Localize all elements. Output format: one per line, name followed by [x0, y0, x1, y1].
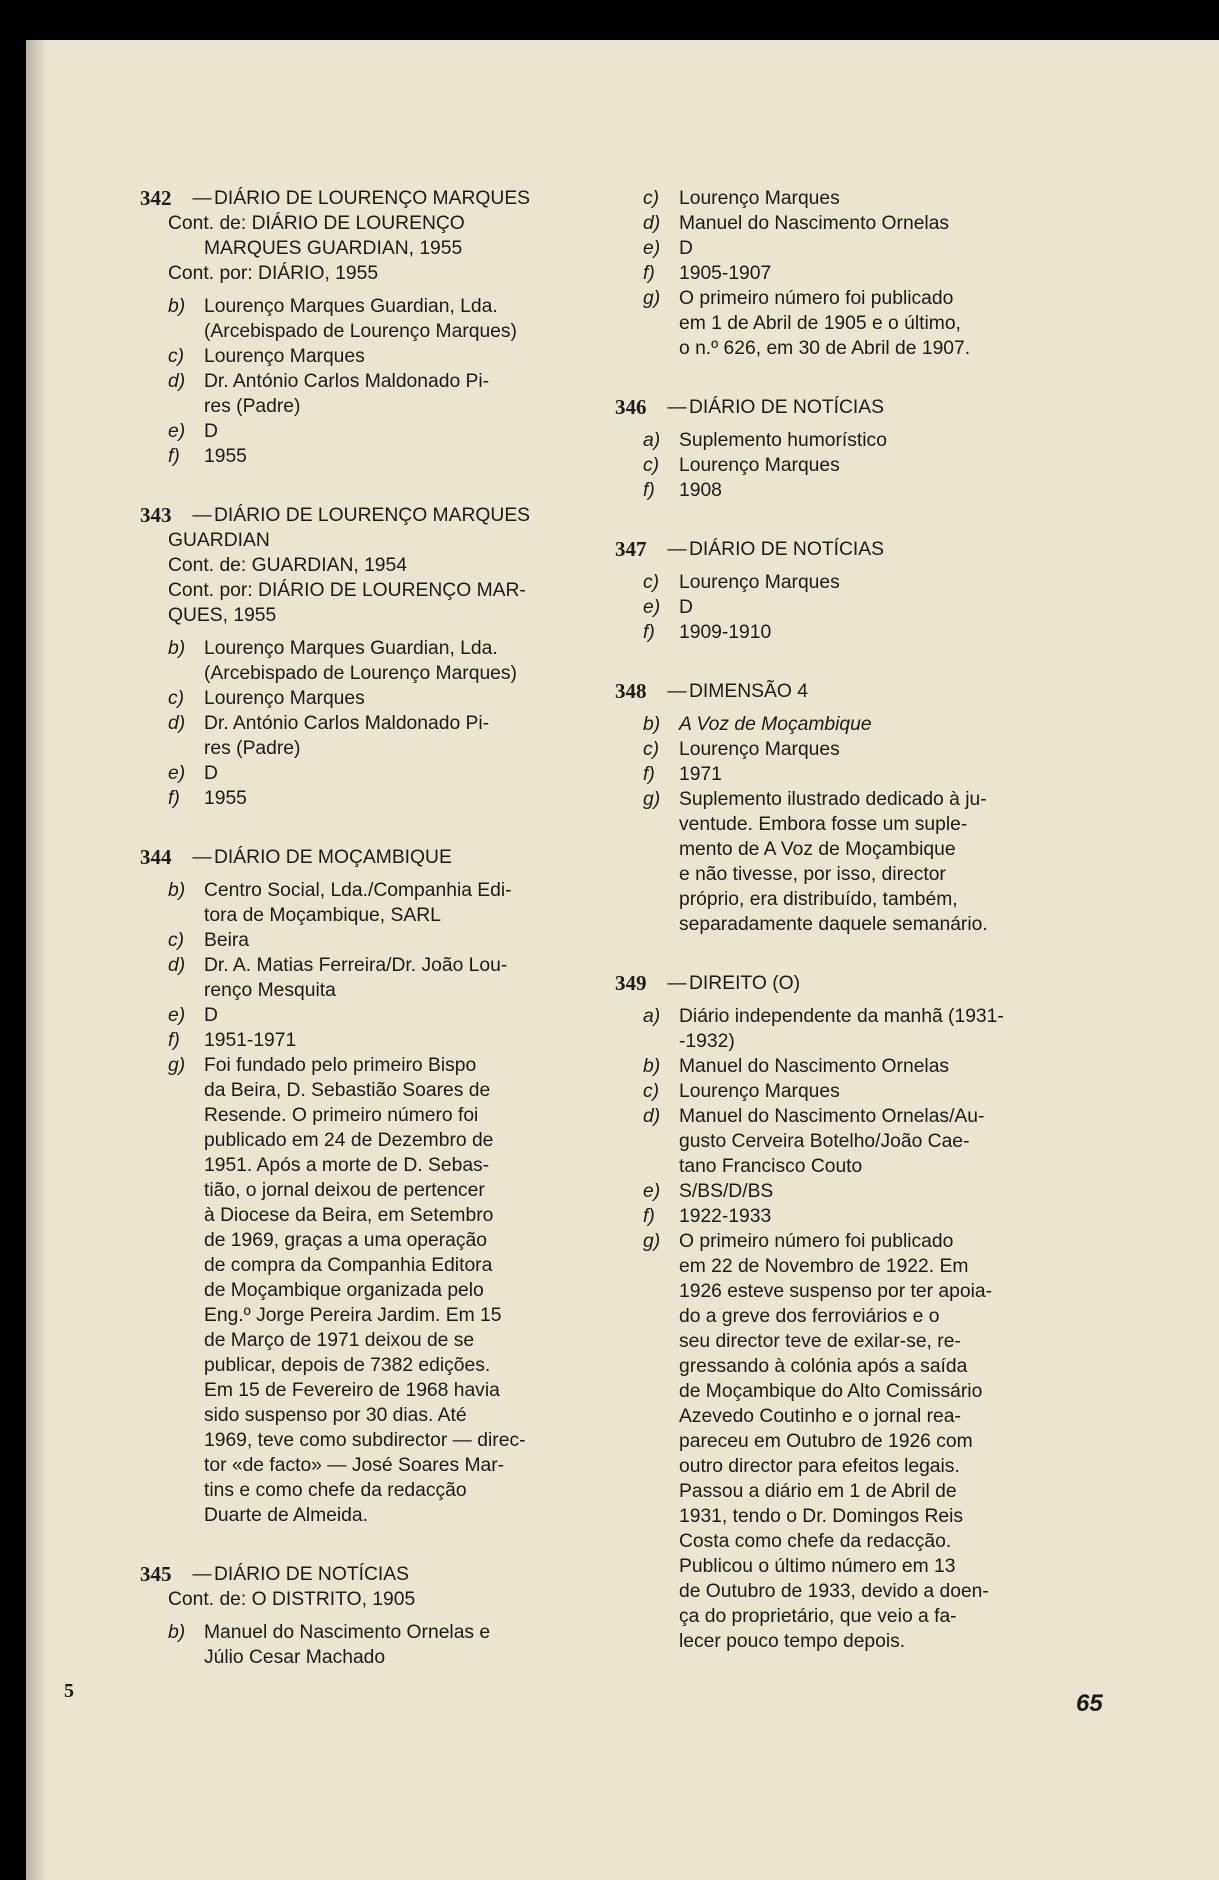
spacer: [168, 1612, 550, 1620]
field-label: d): [643, 213, 661, 234]
entry-number: 343: [140, 503, 172, 527]
entry-title: DIÁRIO DE LOURENÇO MARQUES: [214, 505, 531, 526]
field-text: 1908: [679, 480, 722, 501]
left-folio-mark: 5: [64, 1680, 74, 1702]
field-label: f): [168, 446, 180, 467]
entry-text-line: [204, 736, 550, 761]
field-text: e não tivesse, por isso, director: [679, 864, 946, 885]
entry-text-line: [204, 1353, 550, 1378]
field-label: b): [168, 880, 186, 901]
field-text: Cont. por: DIÁRIO DE LOURENÇO MAR-: [168, 580, 526, 601]
field-text: de 1969, graças a uma operação: [204, 1230, 487, 1251]
field-text: Em 15 de Fevereiro de 1968 havia: [204, 1380, 500, 1401]
field-text: 1951-1971: [204, 1030, 297, 1051]
field-text: de Moçambique do Alto Comissário: [679, 1381, 983, 1402]
field-text: tora de Moçambique, SARL: [204, 905, 441, 926]
entry-text-line: [204, 1428, 550, 1453]
entry-text-line: [679, 1554, 1117, 1579]
field-text: D: [679, 238, 693, 259]
field-text: próprio, era distribuído, também,: [679, 889, 958, 910]
entry-heading: [140, 503, 550, 528]
field-text: do a greve dos ferroviários e o: [679, 1306, 940, 1327]
entry-heading: [615, 395, 1117, 420]
field-text: GUARDIAN: [168, 530, 270, 551]
field-text: -1932): [679, 1031, 735, 1052]
entry-text-line: [168, 528, 550, 553]
field-label: c): [643, 739, 660, 760]
field-label: f): [168, 788, 180, 809]
entry-text-line: [204, 1328, 550, 1353]
field-label: f): [643, 263, 655, 284]
field-label: b): [168, 638, 186, 659]
entry-fields: [168, 528, 550, 811]
entry-text-line: [679, 1154, 1117, 1179]
field-label: g): [168, 1055, 186, 1076]
field-text: D: [679, 597, 693, 618]
field-text: QUES, 1955: [168, 605, 277, 626]
entry-dash: —: [667, 539, 687, 560]
entry-field: [168, 878, 550, 903]
entry-text-line: [679, 1379, 1117, 1404]
field-text: seu director teve de exilar-se, re-: [679, 1331, 961, 1352]
field-text: outro director para efeitos legais.: [679, 1456, 960, 1477]
field-text: Cont. de: DIÁRIO DE LOURENÇO: [168, 213, 465, 234]
catalog-entry: [615, 186, 1117, 361]
field-label: e): [643, 238, 661, 259]
entry-text-line: [679, 1354, 1117, 1379]
field-text: Manuel do Nascimento Ornelas/Au-: [679, 1106, 985, 1127]
page-spine-shadow: [26, 40, 44, 1880]
field-label: c): [643, 188, 660, 209]
field-text: Lourenço Marques Guardian, Lda.: [204, 638, 498, 659]
field-text: 1926 esteve suspenso por ter apoia-: [679, 1281, 992, 1302]
entry-fields: [643, 186, 1117, 361]
spacer: [643, 996, 1117, 1004]
entry-text-line: [679, 1429, 1117, 1454]
entry-text-line: [679, 1504, 1117, 1529]
entry-text-line: [204, 1503, 550, 1528]
entry-title: DIÁRIO DE NOTÍCIAS: [214, 1564, 409, 1585]
entry-dash: —: [667, 973, 687, 994]
spacer: [168, 628, 550, 636]
field-text: pareceu em Outubro de 1926 com: [679, 1431, 973, 1452]
book-page: [26, 40, 1219, 1880]
entry-field: [168, 711, 550, 736]
field-text: MARQUES GUARDIAN, 1955: [204, 238, 463, 259]
entry-title: DIÁRIO DE MOÇAMBIQUE: [214, 847, 452, 868]
entry-number: 342: [140, 186, 172, 210]
entry-text-line: [168, 553, 550, 578]
entry-text-line: [168, 578, 550, 603]
field-text: Lourenço Marques: [679, 739, 840, 760]
spacer: [168, 286, 550, 294]
field-label: c): [643, 572, 660, 593]
field-text: (Arcebispado de Lourenço Marques): [204, 321, 517, 342]
right-column: [615, 186, 1117, 1688]
field-label: b): [168, 296, 186, 317]
entry-text-line: [679, 1329, 1117, 1354]
field-label: c): [168, 688, 185, 709]
entry-text-line: [204, 1453, 550, 1478]
field-text: tião, o jornal deixou de pertencer: [204, 1180, 485, 1201]
entry-title: DIREITO (O): [689, 973, 801, 994]
catalog-entry: [140, 186, 550, 469]
field-text: Beira: [204, 930, 250, 951]
entry-text-line: [204, 1228, 550, 1253]
catalog-entry: [140, 1562, 550, 1670]
entry-field: [643, 186, 1117, 211]
entry-field: [643, 1004, 1117, 1029]
entry-field: [168, 761, 550, 786]
field-text: 1971: [679, 764, 722, 785]
entry-text-line: [204, 1203, 550, 1228]
entry-text-line: [204, 1403, 550, 1428]
field-text: Lourenço Marques: [679, 572, 840, 593]
entry-text-line: [679, 1304, 1117, 1329]
left-column: [140, 186, 550, 1704]
field-label: e): [643, 1181, 661, 1202]
field-text: Duarte de Almeida.: [204, 1505, 368, 1526]
entry-field: [643, 428, 1117, 453]
field-text: Eng.º Jorge Pereira Jardim. Em 15: [204, 1305, 502, 1326]
entry-field: [168, 928, 550, 953]
field-text: D: [204, 421, 218, 442]
field-text: O primeiro número foi publicado: [679, 288, 954, 309]
field-text: res (Padre): [204, 738, 301, 759]
entry-fields: [643, 996, 1117, 1654]
entry-text-line: [679, 837, 1117, 862]
entry-text-line: [679, 1479, 1117, 1504]
entry-fields: [168, 211, 550, 469]
field-label: d): [168, 713, 186, 734]
entry-field: [643, 1054, 1117, 1079]
field-text: res (Padre): [204, 396, 301, 417]
field-text: Publicou o último número em 13: [679, 1556, 956, 1577]
field-label: e): [168, 1005, 186, 1026]
entry-field: [643, 787, 1117, 812]
field-text: A Voz de Moçambique: [679, 714, 872, 735]
entry-text-line: [679, 1529, 1117, 1554]
page-number: 65: [1076, 1690, 1103, 1717]
entry-text-line: [168, 261, 550, 286]
field-text: 1909-1910: [679, 622, 772, 643]
field-text: de Março de 1971 deixou de se: [204, 1330, 475, 1351]
field-text: Júlio Cesar Machado: [204, 1647, 386, 1668]
entry-heading: [615, 971, 1117, 996]
field-text: de compra da Companhia Editora: [204, 1255, 493, 1276]
entry-fields: [643, 562, 1117, 645]
entry-field: [168, 953, 550, 978]
field-label: e): [168, 763, 186, 784]
entry-field: [168, 1003, 550, 1028]
field-text: Suplemento ilustrado dedicado à ju-: [679, 789, 987, 810]
spacer: [168, 870, 550, 878]
field-label: f): [643, 1206, 655, 1227]
field-label: b): [168, 1622, 186, 1643]
entry-field: [168, 686, 550, 711]
field-text: O primeiro número foi publicado: [679, 1231, 954, 1252]
field-text: mento de A Voz de Moçambique: [679, 839, 956, 860]
field-text: à Diocese da Beira, em Setembro: [204, 1205, 494, 1226]
field-text: gressando à colónia após a saída: [679, 1356, 968, 1377]
field-label: b): [643, 1056, 661, 1077]
field-label: f): [643, 480, 655, 501]
field-text: tano Francisco Couto: [679, 1156, 863, 1177]
entry-text-line: [204, 319, 550, 344]
entry-title: DIMENSÃO 4: [689, 681, 808, 702]
field-text: separadamente daquele semanário.: [679, 914, 988, 935]
field-text: Diário independente da manhã (1931-: [679, 1006, 1004, 1027]
entry-text-line: [204, 1303, 550, 1328]
entry-field: [643, 737, 1117, 762]
entry-field: [168, 1053, 550, 1078]
field-text: 1955: [204, 446, 247, 467]
entry-text-line: [168, 1587, 550, 1612]
field-text: 1951. Após a morte de D. Sebas-: [204, 1155, 490, 1176]
entry-text-line: [679, 1629, 1117, 1654]
entry-field: [643, 1179, 1117, 1204]
entry-field: [643, 478, 1117, 503]
entry-field: [168, 444, 550, 469]
entry-field: [643, 453, 1117, 478]
entry-text-line: [679, 812, 1117, 837]
field-text: gusto Cerveira Botelho/João Cae-: [679, 1131, 970, 1152]
field-text: Centro Social, Lda./Companhia Edi-: [204, 880, 512, 901]
field-text: em 1 de Abril de 1905 e o último,: [679, 313, 961, 334]
entry-field: [168, 369, 550, 394]
field-label: c): [168, 346, 185, 367]
field-text: 1905-1907: [679, 263, 772, 284]
field-label: f): [643, 622, 655, 643]
entry-title: DIÁRIO DE NOTÍCIAS: [689, 397, 884, 418]
field-label: d): [168, 371, 186, 392]
entry-dash: —: [192, 847, 212, 868]
field-text: (Arcebispado de Lourenço Marques): [204, 663, 517, 684]
field-text: Azevedo Coutinho e o jornal rea-: [679, 1406, 961, 1427]
field-text: Suplemento humorístico: [679, 430, 887, 451]
entry-text-line: [204, 661, 550, 686]
entry-field: [643, 286, 1117, 311]
entry-text-line: [204, 1478, 550, 1503]
field-text: tins e como chefe da redacção: [204, 1480, 467, 1501]
catalog-entry: [140, 845, 550, 1528]
entry-text-line: [168, 211, 550, 236]
field-text: Dr. António Carlos Maldonado Pi-: [204, 371, 490, 392]
entry-text-line: [204, 1128, 550, 1153]
field-text: Manuel do Nascimento Ornelas: [679, 1056, 950, 1077]
field-text: Lourenço Marques Guardian, Lda.: [204, 296, 498, 317]
field-label: g): [643, 789, 661, 810]
field-text: S/BS/D/BS: [679, 1181, 774, 1202]
entry-fields: [168, 870, 550, 1528]
field-text: Cont. por: DIÁRIO, 1955: [168, 263, 379, 284]
entry-field: [643, 1204, 1117, 1229]
entry-number: 348: [615, 679, 647, 703]
entry-text-line: [204, 1078, 550, 1103]
spacer: [643, 704, 1117, 712]
field-text: tor «de facto» — José Soares Mar-: [204, 1455, 505, 1476]
entry-text-line: [679, 1279, 1117, 1304]
field-text: D: [204, 1005, 218, 1026]
catalog-entry: [615, 679, 1117, 937]
entry-text-line: [679, 336, 1117, 361]
entry-text-line: [679, 1604, 1117, 1629]
entry-field: [643, 1104, 1117, 1129]
entry-fields: [643, 704, 1117, 937]
entry-text-line: [679, 1129, 1117, 1154]
entry-text-line: [204, 1103, 550, 1128]
entry-field: [643, 1079, 1117, 1104]
entry-fields: [643, 420, 1117, 503]
field-text: Dr. A. Matias Ferreira/Dr. João Lou-: [204, 955, 508, 976]
field-text: de Outubro de 1933, devido a doen-: [679, 1581, 989, 1602]
entry-title: DIÁRIO DE LOURENÇO MARQUES: [214, 188, 531, 209]
entry-text-line: [679, 887, 1117, 912]
field-label: f): [168, 1030, 180, 1051]
entry-field: [168, 636, 550, 661]
entry-fields: [168, 1587, 550, 1670]
entry-number: 345: [140, 1562, 172, 1586]
entry-text-line: [679, 1254, 1117, 1279]
entry-text-line: [204, 236, 550, 261]
field-text: o n.º 626, em 30 de Abril de 1907.: [679, 338, 971, 359]
entry-text-line: [204, 1178, 550, 1203]
entry-text-line: [204, 1153, 550, 1178]
entry-field: [168, 294, 550, 319]
field-text: lecer pouco tempo depois.: [679, 1631, 906, 1652]
catalog-entry: [140, 503, 550, 811]
field-label: b): [643, 714, 661, 735]
field-text: publicado em 24 de Dezembro de: [204, 1130, 494, 1151]
field-text: sido suspenso por 30 dias. Até: [204, 1405, 467, 1426]
field-text: Cont. de: GUARDIAN, 1954: [168, 555, 407, 576]
entry-field: [168, 344, 550, 369]
field-text: renço Mesquita: [204, 980, 336, 1001]
field-label: a): [643, 1006, 661, 1027]
entry-number: 346: [615, 395, 647, 419]
entry-field: [643, 261, 1117, 286]
field-text: Lourenço Marques: [204, 688, 365, 709]
entry-number: 344: [140, 845, 172, 869]
field-label: c): [168, 930, 185, 951]
field-text: Lourenço Marques: [679, 455, 840, 476]
entry-text-line: [679, 1404, 1117, 1429]
field-text: Costa como chefe da redacção.: [679, 1531, 952, 1552]
entry-field: [168, 419, 550, 444]
entry-dash: —: [192, 505, 212, 526]
field-text: Lourenço Marques: [204, 346, 365, 367]
field-text: Lourenço Marques: [679, 1081, 840, 1102]
entry-heading: [615, 679, 1117, 704]
entry-number: 349: [615, 971, 647, 995]
field-text: 1922-1933: [679, 1206, 772, 1227]
field-text: Passou a diário em 1 de Abril de: [679, 1481, 957, 1502]
field-text: 1931, tendo o Dr. Domingos Reis: [679, 1506, 964, 1527]
entry-field: [643, 595, 1117, 620]
field-text: Resende. O primeiro número foi: [204, 1105, 479, 1126]
field-label: g): [643, 1231, 661, 1252]
field-text: Manuel do Nascimento Ornelas: [679, 213, 950, 234]
entry-text-line: [679, 1029, 1117, 1054]
entry-dash: —: [667, 681, 687, 702]
entry-field: [168, 1028, 550, 1053]
entry-text-line: [204, 394, 550, 419]
field-text: em 22 de Novembro de 1922. Em: [679, 1256, 969, 1277]
field-text: publicar, depois de 7382 edições.: [204, 1355, 491, 1376]
entry-field: [168, 786, 550, 811]
field-label: c): [643, 455, 660, 476]
entry-text-line: [204, 1278, 550, 1303]
entry-title: DIÁRIO DE NOTÍCIAS: [689, 539, 884, 560]
entry-text-line: [679, 912, 1117, 937]
entry-heading: [140, 845, 550, 870]
entry-text-line: [168, 603, 550, 628]
entry-text-line: [204, 903, 550, 928]
field-text: Manuel do Nascimento Ornelas e: [204, 1622, 491, 1643]
field-label: e): [168, 421, 186, 442]
catalog-entry: [615, 971, 1117, 1654]
spacer: [643, 562, 1117, 570]
entry-text-line: [204, 978, 550, 1003]
field-text: ventude. Embora fosse um suple-: [679, 814, 968, 835]
entry-text-line: [679, 1579, 1117, 1604]
entry-heading: [140, 186, 550, 211]
entry-field: [643, 762, 1117, 787]
field-text: Dr. António Carlos Maldonado Pi-: [204, 713, 490, 734]
entry-text-line: [679, 311, 1117, 336]
field-text: Lourenço Marques: [679, 188, 840, 209]
entry-text-line: [679, 1454, 1117, 1479]
catalog-entry: [615, 395, 1117, 503]
field-text: Foi fundado pelo primeiro Bispo: [204, 1055, 477, 1076]
field-label: d): [168, 955, 186, 976]
entry-dash: —: [192, 188, 212, 209]
field-label: a): [643, 430, 661, 451]
field-text: D: [204, 763, 218, 784]
entry-field: [168, 1620, 550, 1645]
entry-heading: [140, 1562, 550, 1587]
entry-field: [643, 236, 1117, 261]
entry-field: [643, 1229, 1117, 1254]
entry-text-line: [204, 1253, 550, 1278]
field-text: 1969, teve como subdirector — direc-: [204, 1430, 526, 1451]
entry-field: [643, 211, 1117, 236]
field-label: e): [643, 597, 661, 618]
entry-field: [643, 620, 1117, 645]
field-text: ça do proprietário, que veio a fa-: [679, 1606, 957, 1627]
field-text: de Moçambique organizada pelo: [204, 1280, 484, 1301]
field-label: d): [643, 1106, 661, 1127]
field-text: Cont. de: O DISTRITO, 1905: [168, 1589, 416, 1610]
field-text: 1955: [204, 788, 247, 809]
field-label: c): [643, 1081, 660, 1102]
field-label: f): [643, 764, 655, 785]
entry-dash: —: [667, 397, 687, 418]
entry-text-line: [204, 1378, 550, 1403]
field-text: da Beira, D. Sebastião Soares de: [204, 1080, 491, 1101]
entry-text-line: [679, 862, 1117, 887]
entry-field: [643, 570, 1117, 595]
catalog-entry: [615, 537, 1117, 645]
entry-field: [643, 712, 1117, 737]
entry-heading: [615, 537, 1117, 562]
entry-dash: —: [192, 1564, 212, 1585]
field-label: g): [643, 288, 661, 309]
entry-text-line: [204, 1645, 550, 1670]
spacer: [643, 420, 1117, 428]
entry-number: 347: [615, 537, 647, 561]
